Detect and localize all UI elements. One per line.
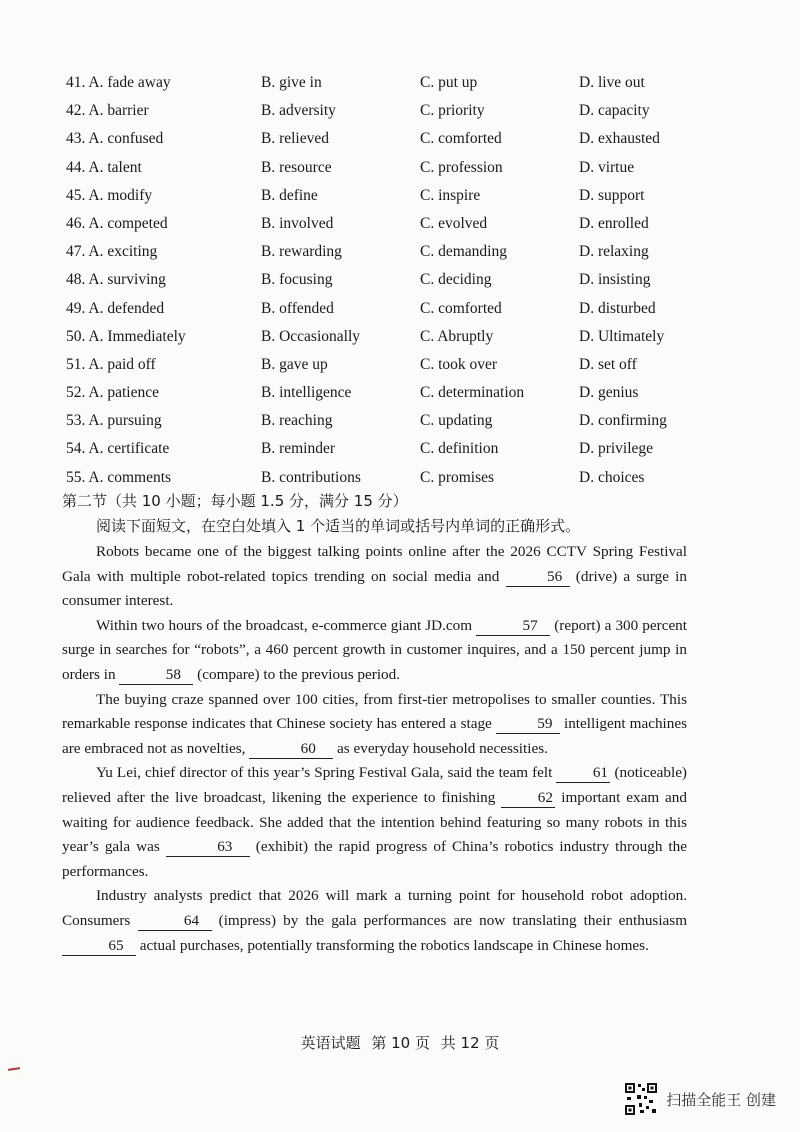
option-c[interactable]: C. deciding — [420, 271, 492, 289]
option-d[interactable]: D. capacity — [579, 102, 650, 120]
options-table — [66, 70, 706, 493]
option-a[interactable]: 45. A. modify — [66, 186, 153, 204]
question-row — [66, 380, 706, 408]
option-a[interactable]: 42. A. barrier — [66, 102, 149, 120]
question-row — [66, 183, 706, 211]
option-a[interactable]: 53. A. pursuing — [66, 412, 162, 430]
text: (impress) by the gala performances are now translating their enthusiasm — [211, 911, 688, 929]
instruction-text: 阅读下面短文，在空白处填入 1 个适当的单词或括号内单词的正确形式。 — [96, 517, 581, 535]
blank-64[interactable]: 64 — [138, 912, 212, 931]
text: (compare) to the previous period. — [193, 665, 401, 683]
option-d[interactable]: D. live out — [579, 74, 645, 91]
option-d[interactable]: D. relaxing — [579, 243, 649, 261]
option-c[interactable]: C. comforted — [420, 299, 502, 317]
option-a[interactable]: 51. A. paid off — [66, 355, 156, 373]
question-row — [66, 324, 706, 352]
option-a[interactable]: 46. A. competed — [66, 214, 168, 232]
blank-57[interactable]: 57 — [476, 617, 550, 636]
option-b[interactable]: B. relieved — [261, 130, 330, 148]
option-c[interactable]: C. definition — [420, 440, 499, 458]
question-row — [66, 70, 706, 98]
footer-subject: 英语试题 — [300, 1034, 361, 1052]
option-b[interactable]: B. resource — [261, 158, 332, 176]
option-a[interactable]: 52. A. patience — [66, 384, 159, 402]
question-row — [66, 126, 706, 154]
question-row — [66, 267, 706, 295]
section-heading: 第二节（共 10 小题；每小题 1.5 分，满分 15 分） — [62, 492, 408, 510]
option-b[interactable]: B. reminder — [261, 440, 336, 458]
text: (drive) a surge in consumer interest. — [62, 567, 687, 610]
footer-page: 第 10 页 — [371, 1034, 430, 1052]
option-b[interactable]: B. focusing — [261, 271, 333, 289]
option-a[interactable]: 43. A. confused — [66, 130, 164, 148]
text: Industry analysts predict that 2026 will mark a turning point for household robot adoption. Consumers — [62, 887, 687, 929]
text: Yu Lei, chief director of this year’s Spring Festival Gala, said the team felt — [96, 764, 557, 782]
question-row — [66, 408, 706, 436]
blank-63[interactable]: 63 — [166, 838, 250, 857]
option-d[interactable]: D. privilege — [579, 440, 654, 458]
blank-56[interactable]: 56 — [506, 568, 570, 587]
footer-total: 共 12 页 — [440, 1034, 500, 1052]
option-a[interactable]: 55. A. comments — [66, 468, 172, 486]
option-c[interactable]: C. updating — [420, 412, 493, 430]
option-b[interactable]: B. give in — [261, 74, 322, 91]
blank-62[interactable]: 62 — [501, 789, 555, 808]
option-c[interactable]: C. priority — [420, 102, 485, 120]
question-row — [66, 155, 706, 183]
option-a[interactable]: 47. A. exciting — [66, 243, 158, 261]
option-b[interactable]: B. involved — [261, 214, 334, 232]
option-b[interactable]: B. Occasionally — [261, 327, 361, 345]
text: Within two hours of the broadcast, e-commerce giant JD.com — [96, 616, 477, 634]
option-c[interactable]: C. promises — [420, 468, 495, 486]
option-a[interactable]: 44. A. talent — [66, 158, 142, 176]
option-d[interactable]: D. enrolled — [579, 214, 649, 232]
option-c[interactable]: C. demanding — [420, 243, 507, 261]
option-c[interactable]: C. profession — [420, 158, 503, 176]
option-a[interactable]: 54. A. certificate — [66, 440, 170, 458]
option-d[interactable]: D. exhausted — [579, 130, 660, 148]
option-d[interactable]: D. insisting — [579, 271, 651, 289]
text: as everyday household necessities. — [333, 739, 548, 757]
paragraph-1 — [62, 540, 687, 614]
text: The buying craze spanned over 100 cities, from first-tier metropolises to smaller counties. This remarkable response indicates that Chinese society has entered a stage — [62, 690, 687, 733]
question-row — [66, 239, 706, 267]
option-d[interactable]: D. genius — [579, 384, 639, 402]
paragraph-4 — [62, 761, 687, 884]
option-d[interactable]: D. confirming — [579, 412, 667, 430]
blank-65[interactable]: 65 — [62, 937, 136, 956]
paragraph-3 — [62, 688, 687, 762]
option-b[interactable]: B. define — [261, 186, 318, 204]
text: Robots became one of the biggest talking points online after the 2026 CCTV Spring Festival Gala with multiple robot-related topics trending on social media and — [62, 543, 687, 585]
option-c[interactable]: C. put up — [420, 74, 478, 91]
option-a[interactable]: 41. A. fade away — [66, 74, 171, 91]
question-row — [66, 296, 706, 324]
option-b[interactable]: B. rewarding — [261, 243, 342, 261]
option-b[interactable]: B. offended — [261, 299, 334, 317]
qr-code-icon — [624, 1082, 658, 1116]
blank-60[interactable]: 60 — [249, 740, 333, 759]
question-row — [66, 436, 706, 464]
question-row — [66, 465, 706, 493]
option-b[interactable]: B. gave up — [261, 355, 328, 373]
option-b[interactable]: B. reaching — [261, 412, 333, 430]
text: (noticeable) relieved after the live broadcast, likening the experience to finishing — [62, 764, 687, 806]
option-d[interactable]: D. disturbed — [579, 299, 656, 317]
ink-mark — [8, 1067, 20, 1071]
text: intelligent machines are embraced not as novelties, — [62, 715, 687, 757]
text: important exam and waiting for audience feedback. She added that the intention behind featuring so many robots in this year’s gala was — [62, 788, 687, 856]
option-c[interactable]: C. took over — [420, 355, 498, 373]
option-c[interactable]: C. comforted — [420, 130, 502, 148]
option-d[interactable]: D. Ultimately — [579, 327, 665, 345]
text: (exhibit) the rapid progress of China’s robotics industry through the performances. — [62, 838, 687, 880]
blank-59[interactable]: 59 — [496, 715, 560, 734]
option-c[interactable]: C. inspire — [420, 186, 481, 204]
question-row — [66, 211, 706, 239]
blank-58[interactable]: 58 — [119, 666, 193, 685]
option-d[interactable]: D. choices — [579, 468, 645, 486]
scanner-watermark — [624, 1082, 776, 1116]
text: (report) a 300 percent surge in searches for “robots”, a 460 percent growth in customer inquires, and a 150 percent jump in orders in — [62, 616, 687, 683]
option-a[interactable]: 49. A. defended — [66, 299, 165, 317]
option-d[interactable]: D. virtue — [579, 158, 635, 176]
option-a[interactable]: 50. A. Immediately — [66, 327, 186, 345]
option-b[interactable]: B. adversity — [261, 102, 336, 120]
question-row — [66, 352, 706, 380]
watermark-text: 扫描全能王 创建 — [666, 1090, 776, 1109]
page-footer — [0, 1032, 800, 1053]
option-c[interactable]: C. determination — [420, 384, 525, 402]
option-c[interactable]: C. Abruptly — [420, 327, 494, 345]
passage — [62, 540, 687, 958]
option-d[interactable]: D. set off — [579, 355, 637, 373]
option-c[interactable]: C. evolved — [420, 214, 488, 232]
option-b[interactable]: B. intelligence — [261, 384, 352, 402]
option-b[interactable]: B. contributions — [261, 468, 361, 486]
paragraph-5 — [62, 884, 687, 958]
text: actual purchases, potentially transforming the robotics landscape in Chinese homes. — [136, 936, 649, 954]
blank-61[interactable]: 61 — [556, 764, 610, 783]
question-row — [66, 98, 706, 126]
option-a[interactable]: 48. A. surviving — [66, 271, 166, 289]
option-d[interactable]: D. support — [579, 186, 645, 204]
paragraph-2 — [62, 614, 687, 688]
